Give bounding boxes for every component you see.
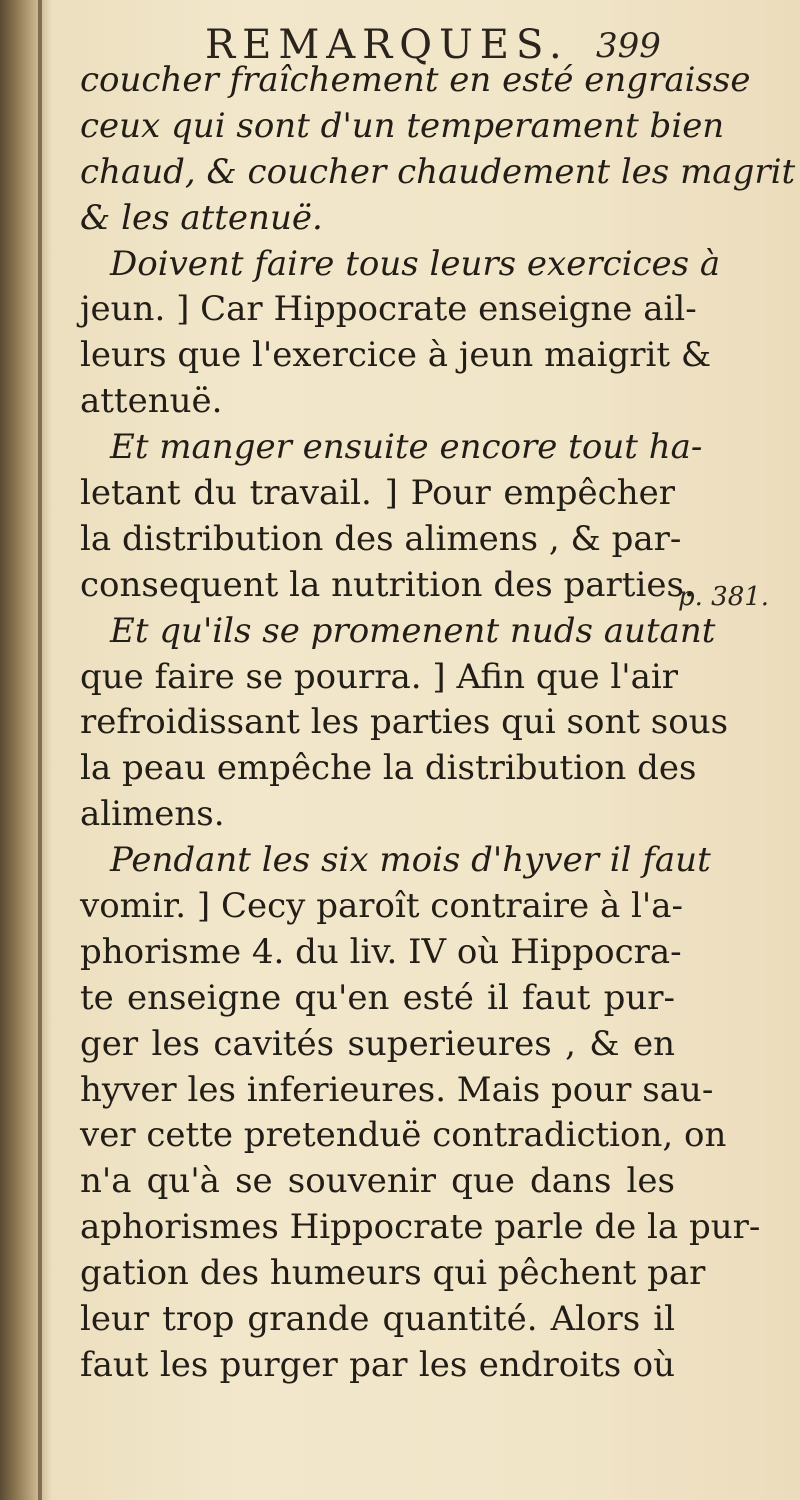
text-line: hyver les inferieures. Mais pour sau- [80,1069,714,1110]
text-line: letant du travail. ] Pour empêcher [80,473,675,514]
text-line: ver cette pretenduë contradiction, on [80,1115,727,1156]
page-bottom-margin [0,1300,800,1500]
page-number: 399 [596,26,661,66]
text-line: vomir. ] Cecy paroît contraire à l'a- [80,886,684,927]
text-line: ger les cavités superieures , & en [80,1023,675,1064]
text-line: aphorismes Hippocrate parle de la pur- [80,1207,761,1248]
text-line: consequent la nutrition des parties. [80,564,695,605]
text-line: Doivent faire tous leurs exercices à [110,243,721,284]
book-gutter [0,0,52,1500]
text-line: la distribution des alimens , & par- [80,518,682,559]
margin-note: p. 381. [678,582,770,612]
text-line: refroidissant les parties qui sont sous [80,702,729,743]
text-line: chaud, & coucher chaudement les magrit [80,151,796,192]
text-line: leur trop grande quantité. Alors il [80,1299,675,1340]
text-line: phorisme 4. du liv. IV où Hippocra- [80,931,682,972]
gutter-shadow [38,0,42,1500]
text-line: n'a qu'à se souvenir que dans les [80,1161,675,1202]
text-line: Et qu'ils se promenent nuds autant [110,610,716,651]
text-line: la peau empêche la distribution des [80,748,697,789]
text-line: ceux qui sont d'un temperament bien [80,105,725,146]
text-line: que faire se pourra. ] Afin que l'air [80,656,679,697]
running-head: REMARQUES. [205,22,569,68]
text-line: jeun. ] Car Hippocrate enseigne ail- [80,289,697,330]
text-line: coucher fraîchement en esté engraisse [80,60,751,100]
text-line: Et manger ensuite encore tout ha- [110,427,703,468]
text-line: te enseigne qu'en esté il faut pur- [80,977,675,1018]
text-line: & les attenuë. [80,197,323,238]
text-line: alimens. [80,794,225,835]
text-line: attenuë. [80,381,223,422]
text-line: gation des humeurs qui pêchent par [80,1253,706,1294]
text-line: leurs que l'exercice à jeun maigrit & [80,335,712,376]
text-line: Pendant les six mois d'hyver il faut [110,840,711,881]
text-line: faut les purger par les endroits où [80,1344,675,1385]
